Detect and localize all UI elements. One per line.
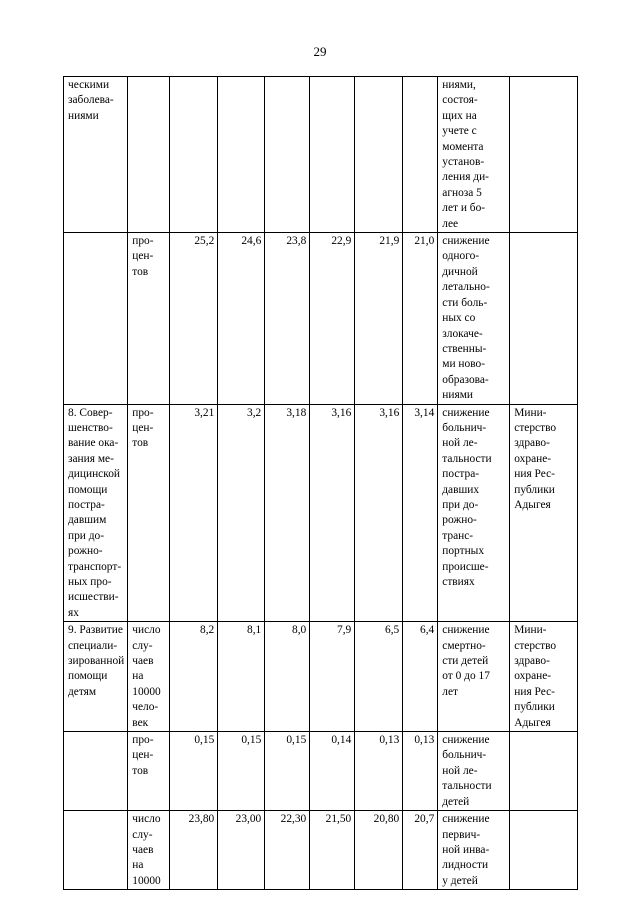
value-cell: 8,2 [170,622,218,732]
value-cell: 21,0 [403,233,438,404]
indicator-cell: снижение первич- ной инва- лидности у детей [438,811,510,890]
activity-cell: 8. Совер- шенство- вание ока- зания ме- дицинской помощи постра- давшим при до- рожно- транспорт- ных про- исшестви- ях [64,404,128,622]
value-cell: 24,6 [218,233,265,404]
indicator-cell: снижение больнич- ной ле- тальности постра- давших при до- рожно- транс- портных происше- ствиях [438,404,510,622]
table-row [64,77,578,233]
activity-cell [64,732,128,811]
value-cell [218,77,265,233]
indicator-cell: снижение смертно- сти детей от 0 до 17 лет [438,622,510,732]
indicator-cell: снижение больнич- ной ле- тальности детей [438,732,510,811]
unit-cell [128,77,170,233]
page-number: 29 [313,44,327,59]
value-cell: 0,14 [310,732,355,811]
unit-cell: про- цен- тов [128,233,170,404]
value-cell: 0,15 [170,732,218,811]
responsible-cell [510,732,578,811]
value-cell: 7,9 [310,622,355,732]
value-cell: 23,00 [218,811,265,890]
responsible-cell: Мини- стерство здраво- охране- ния Рес- публики Адыгея [510,622,578,732]
table-row [64,811,578,890]
value-cell: 23,80 [170,811,218,890]
table-row [64,233,578,404]
responsible-cell [510,77,578,233]
indicators-table [63,76,578,890]
value-cell: 3,21 [170,404,218,622]
value-cell: 8,1 [218,622,265,732]
value-cell: 22,9 [310,233,355,404]
unit-cell: про- цен- тов [128,404,170,622]
value-cell: 3,14 [403,404,438,622]
unit-cell: число слу- чаев на 10000 чело- век [128,622,170,732]
value-cell [170,77,218,233]
indicator-cell: снижение одного- дичной летально- сти боль- ных со злокаче- ственны- ми ново- образова- ниями [438,233,510,404]
value-cell: 3,18 [265,404,310,622]
value-cell [403,77,438,233]
value-cell: 23,8 [265,233,310,404]
value-cell: 22,30 [265,811,310,890]
value-cell: 6,5 [355,622,403,732]
value-cell: 21,50 [310,811,355,890]
value-cell: 0,13 [403,732,438,811]
responsible-cell [510,811,578,890]
table-row [64,622,578,732]
value-cell: 0,13 [355,732,403,811]
value-cell [265,77,310,233]
value-cell [355,77,403,233]
indicator-cell: ниями, состоя- щих на учете с момента установ- ления ди- агноза 5 лет и бо- лее [438,77,510,233]
table-row [64,404,578,622]
table-body [64,77,578,890]
unit-cell: про- цен- тов [128,732,170,811]
activity-cell: 9. Развитие специали- зированной помощи детям [64,622,128,732]
table-row [64,732,578,811]
value-cell: 3,2 [218,404,265,622]
responsible-cell: Мини- стерство здраво- охране- ния Рес- публики Адыгея [510,404,578,622]
responsible-cell [510,233,578,404]
activity-cell [64,811,128,890]
value-cell: 21,9 [355,233,403,404]
value-cell: 3,16 [310,404,355,622]
activity-cell [64,233,128,404]
activity-cell: ческими заболева- ниями [64,77,128,233]
value-cell: 3,16 [355,404,403,622]
value-cell: 6,4 [403,622,438,732]
value-cell: 25,2 [170,233,218,404]
value-cell: 0,15 [218,732,265,811]
value-cell: 20,80 [355,811,403,890]
value-cell: 0,15 [265,732,310,811]
value-cell [310,77,355,233]
unit-cell: число слу- чаев на 10000 [128,811,170,890]
value-cell: 8,0 [265,622,310,732]
value-cell: 20,7 [403,811,438,890]
